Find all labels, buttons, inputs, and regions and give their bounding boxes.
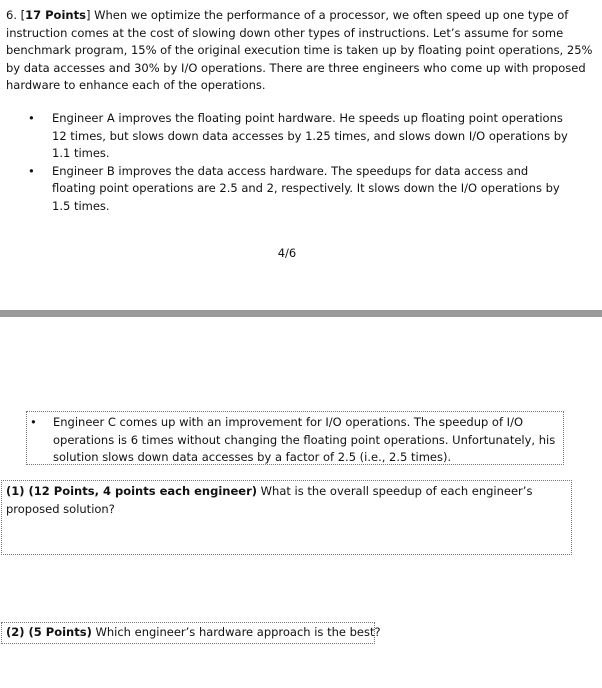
engineer-a-text: Engineer A improves the floating point hardware. He speeds up floating point operations 12 times, but slows down data accesses by 1.25 times, and slows down I/O operations by 1.1 times. <box>52 111 568 160</box>
bullet-marker: • <box>28 163 35 178</box>
question-1 <box>6 483 566 518</box>
question-2 <box>6 624 381 642</box>
problem-points: 17 Points <box>25 8 86 22</box>
problem-statement <box>6 7 596 95</box>
engineer-b-text: Engineer B improves the data access hardware. The speedups for data access and floating point operations are 2.5 and 2, respectively. It slows down the I/O operations by 1.5 times. <box>52 163 560 213</box>
question-1-text: What is the overall speedup of each engineer’s proposed solution? <box>6 484 533 516</box>
engineer-list <box>0 110 602 215</box>
bullet-marker: • <box>30 415 37 429</box>
engineer-c-item <box>27 414 558 467</box>
page-number: 4/6 <box>277 246 297 260</box>
problem-text: ] When we optimize the performance of a processor, we often speed up one type of instruction comes at the cost of slowing down other types of instructions. Let’s assume for some benchmark program, 15% of the original execution time is taken up by floating point operations, 25% by data accesses and 30% by I/O operations. There are three engineers who come up with proposed hardware to enhance each of the operations. <box>6 8 593 92</box>
engineer-c-box <box>26 411 564 465</box>
question-1-label: (1) (12 Points, 4 points each engineer) <box>6 484 258 498</box>
problem-number: 6. [ <box>6 8 26 22</box>
question-2-box <box>1 622 381 644</box>
engineer-b-item <box>0 163 568 216</box>
engineer-c-text: Engineer C comes up with an improvement for I/O operations. The speedup of I/O operations is 6 times without changing the floating point operations. Unfortunately, his solution slows down data accesses by a factor of 2.5 (i.e., 2.5 times). <box>53 415 556 464</box>
engineer-a-item <box>0 110 568 163</box>
bullet-marker: • <box>28 111 35 125</box>
question-2-label: (2) (5 Points) <box>6 625 92 639</box>
question-2-text: Which engineer’s hardware approach is the best? <box>91 625 381 639</box>
question-1-box <box>1 480 572 555</box>
page-break-divider <box>0 310 602 317</box>
